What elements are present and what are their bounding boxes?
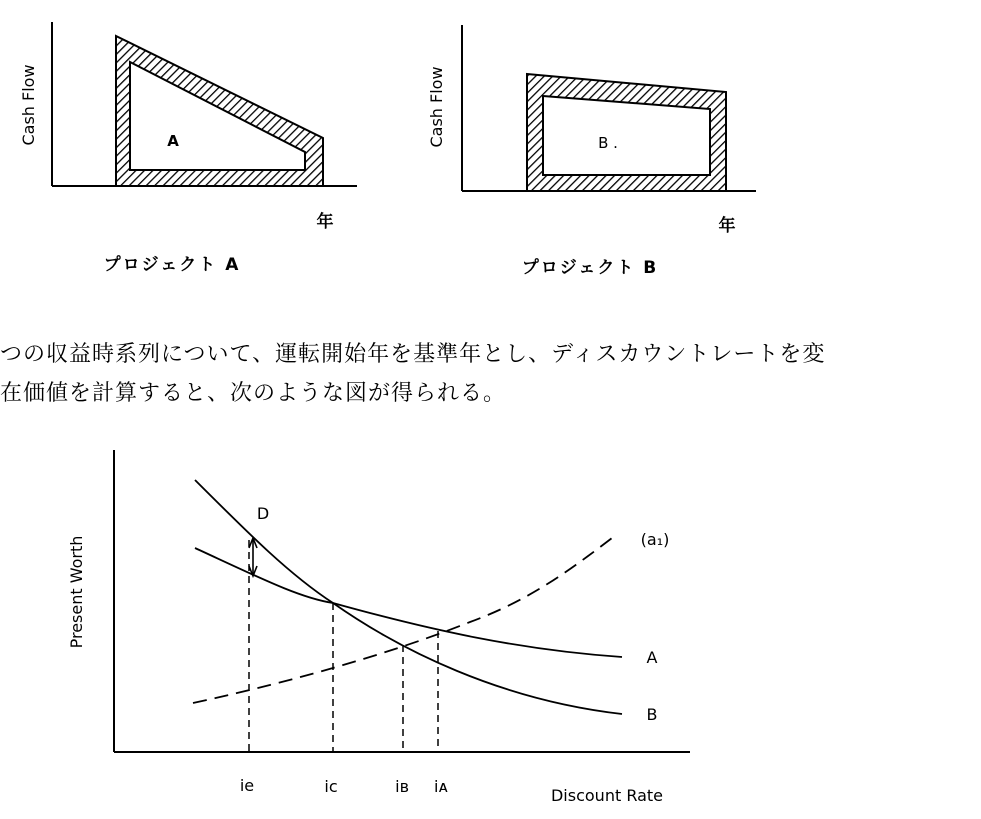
pw-tick-ic: ic [324,777,338,796]
curve-a [195,548,622,657]
project-a-caption: プロジェクト A [103,255,241,275]
pw-point-d-label: D [256,504,270,523]
pw-tick-ie: ie [239,776,255,795]
pw-curve-b-label: B [646,705,658,724]
pw-curve-a-label: A [646,648,658,667]
pw-ylabel: Present Worth [67,535,86,649]
pw-tick-ia: iᴀ [434,777,448,796]
project-b-area-label: B . [598,134,618,152]
project-a-ylabel: Cash Flow [19,64,38,146]
pw-curve-a1-label: (a₁) [640,530,670,549]
pw-tick-ib: iʙ [395,777,409,796]
paragraph-line-2: 在価値を計算すると、次のような図が得られる。 [0,381,507,406]
project-b-chart [427,25,756,278]
present-worth-chart [67,450,690,805]
project-a-area-label: A [167,132,179,150]
project-a-chart [19,22,357,275]
project-b-xlabel: 年 [718,216,736,236]
pw-xlabel: Discount Rate [550,786,664,805]
project-b-ylabel: Cash Flow [427,66,446,148]
project-b-cashflow-area [527,74,726,191]
project-a-xlabel: 年 [316,212,334,232]
project-a-cashflow-area [116,36,323,186]
project-b-caption: プロジェクト B [521,258,659,278]
paragraph-line-1: つの収益時系列について、運転開始年を基準年とし、ディスカウントレートを変 [0,342,826,367]
